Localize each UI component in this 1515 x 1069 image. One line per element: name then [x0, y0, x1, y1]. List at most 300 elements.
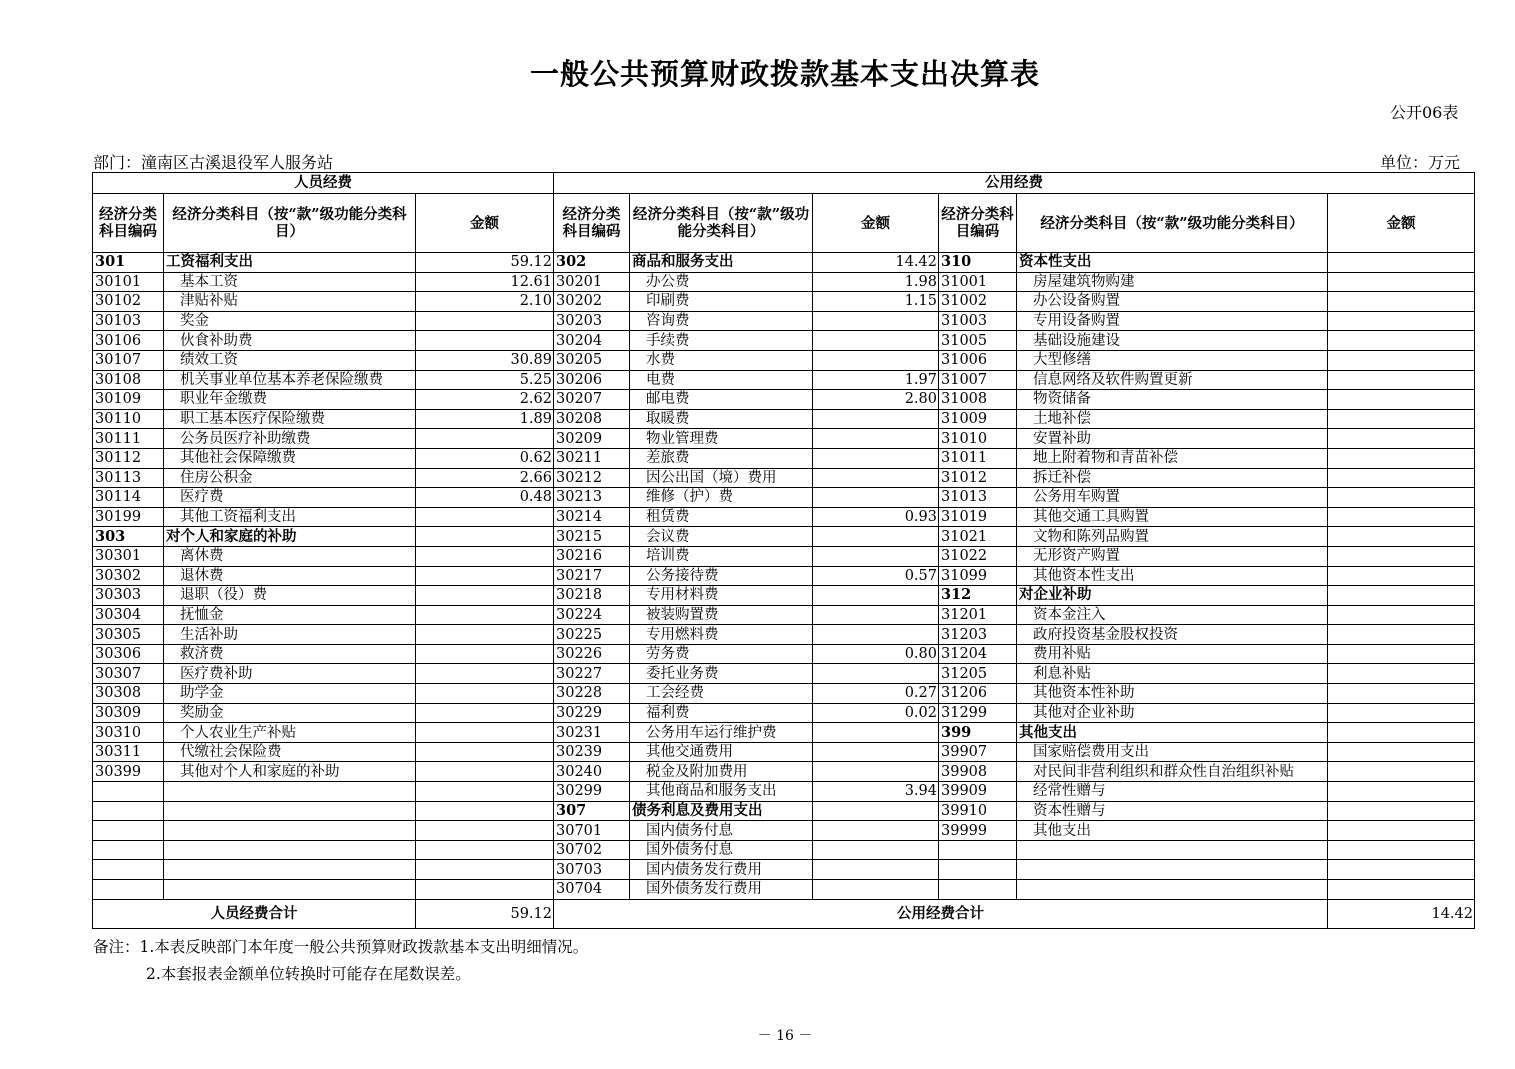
name-cell: 其他支出	[1017, 821, 1328, 841]
code-cell: 31008	[939, 390, 1017, 410]
code-cell	[93, 860, 164, 880]
name-cell: 邮电费	[630, 390, 813, 410]
table-row	[93, 742, 1475, 762]
code-cell: 30306	[93, 644, 164, 664]
name-cell: 拆迁补偿	[1017, 468, 1328, 488]
amount-cell	[416, 527, 554, 547]
amount-cell	[1328, 311, 1475, 331]
code-cell: 30303	[93, 586, 164, 606]
name-cell: 电费	[630, 370, 813, 390]
col-header-name: 经济分类科目（按“款”级功能分类科目）	[1017, 194, 1328, 253]
name-cell: 奖励金	[164, 703, 416, 723]
col-header-code: 经济分类科目编码	[554, 194, 630, 253]
name-cell: 其他支出	[1017, 723, 1328, 743]
code-cell: 30211	[554, 448, 630, 468]
amount-cell	[416, 331, 554, 351]
name-cell: 利息补贴	[1017, 664, 1328, 684]
amount-cell	[1328, 703, 1475, 723]
name-cell	[164, 880, 416, 900]
table-row	[93, 860, 1475, 880]
amount-cell: 14.42	[813, 253, 939, 273]
code-cell	[93, 840, 164, 860]
name-cell	[1017, 860, 1328, 880]
table-row	[93, 527, 1475, 547]
name-cell: 办公费	[630, 272, 813, 292]
name-cell: 其他对企业补助	[1017, 703, 1328, 723]
code-cell: 31006	[939, 350, 1017, 370]
name-cell: 办公设备购置	[1017, 292, 1328, 312]
code-cell: 31001	[939, 272, 1017, 292]
amount-cell	[416, 605, 554, 625]
name-cell: 商品和服务支出	[630, 253, 813, 273]
code-cell: 30702	[554, 840, 630, 860]
name-cell: 专用设备购置	[1017, 311, 1328, 331]
code-cell: 30207	[554, 390, 630, 410]
amount-cell	[813, 821, 939, 841]
amount-cell: 1.89	[416, 409, 554, 429]
code-cell: 30229	[554, 703, 630, 723]
name-cell: 职工基本医疗保险缴费	[164, 409, 416, 429]
amount-cell	[1328, 527, 1475, 547]
amount-cell	[1328, 664, 1475, 684]
department-label: 部门：潼南区古溪退役军人服务站	[93, 153, 334, 172]
name-cell: 国内债务付息	[630, 821, 813, 841]
table-row	[93, 586, 1475, 606]
name-cell: 公务用车运行维护费	[630, 723, 813, 743]
code-cell: 303	[93, 527, 164, 547]
amount-cell	[813, 840, 939, 860]
amount-cell: 30.89	[416, 350, 554, 370]
table-row	[93, 390, 1475, 410]
amount-cell: 1.15	[813, 292, 939, 312]
note-2: 2.本套报表金额单位转换时可能存在尾数误差。	[146, 965, 471, 983]
name-cell: 公务接待费	[630, 566, 813, 586]
amount-cell	[1328, 409, 1475, 429]
name-cell: 手续费	[630, 331, 813, 351]
code-cell: 30399	[93, 762, 164, 782]
name-cell: 伙食补助费	[164, 331, 416, 351]
col-header-code: 经济分类科目编码	[93, 194, 164, 253]
amount-cell: 2.10	[416, 292, 554, 312]
code-cell: 30102	[93, 292, 164, 312]
code-cell: 30111	[93, 429, 164, 449]
name-cell: 医疗费	[164, 488, 416, 508]
name-cell: 债务利息及费用支出	[630, 801, 813, 821]
code-cell: 30114	[93, 488, 164, 508]
personnel-total-label: 人员经费合计	[93, 899, 416, 928]
name-cell: 职业年金缴费	[164, 390, 416, 410]
amount-cell	[416, 664, 554, 684]
code-cell: 30239	[554, 742, 630, 762]
table-row	[93, 605, 1475, 625]
name-cell: 房屋建筑物购建	[1017, 272, 1328, 292]
table-row	[93, 429, 1475, 449]
code-cell: 39999	[939, 821, 1017, 841]
amount-cell	[813, 605, 939, 625]
group-header-public: 公用经费	[554, 173, 1475, 194]
col-header-name: 经济分类科目（按“款”级功能分类科目）	[630, 194, 813, 253]
name-cell: 资本性支出	[1017, 253, 1328, 273]
table-row	[93, 566, 1475, 586]
public-total-label: 公用经费合计	[554, 899, 1328, 928]
code-cell: 39908	[939, 762, 1017, 782]
code-cell	[93, 782, 164, 802]
name-cell	[164, 801, 416, 821]
name-cell: 专用燃料费	[630, 625, 813, 645]
name-cell: 因公出国（境）费用	[630, 468, 813, 488]
amount-cell: 12.61	[416, 272, 554, 292]
amount-cell	[813, 468, 939, 488]
amount-cell	[813, 860, 939, 880]
name-cell: 水费	[630, 350, 813, 370]
code-cell: 31003	[939, 311, 1017, 331]
table-row	[93, 311, 1475, 331]
name-cell: 福利费	[630, 703, 813, 723]
amount-cell	[416, 546, 554, 566]
amount-cell	[1328, 390, 1475, 410]
col-header-name: 经济分类科目（按“款”级功能分类科目）	[164, 194, 416, 253]
code-cell	[939, 880, 1017, 900]
code-cell: 31299	[939, 703, 1017, 723]
code-cell: 312	[939, 586, 1017, 606]
amount-cell	[1328, 331, 1475, 351]
name-cell: 地上附着物和青苗补偿	[1017, 448, 1328, 468]
code-cell: 30113	[93, 468, 164, 488]
table-row	[93, 253, 1475, 273]
name-cell: 租赁费	[630, 507, 813, 527]
code-cell: 307	[554, 801, 630, 821]
amount-cell	[1328, 350, 1475, 370]
name-cell: 资本金注入	[1017, 605, 1328, 625]
code-cell: 30109	[93, 390, 164, 410]
table-row	[93, 821, 1475, 841]
name-cell: 委托业务费	[630, 664, 813, 684]
amount-cell: 0.62	[416, 448, 554, 468]
amount-cell	[813, 586, 939, 606]
code-cell: 30310	[93, 723, 164, 743]
name-cell: 政府投资基金股权投资	[1017, 625, 1328, 645]
amount-cell	[416, 507, 554, 527]
name-cell: 医疗费补助	[164, 664, 416, 684]
amount-cell: 0.93	[813, 507, 939, 527]
personnel-total-value: 59.12	[416, 899, 554, 928]
code-cell: 30308	[93, 684, 164, 704]
unit-label: 单位：万元	[1380, 153, 1461, 172]
name-cell: 物业管理费	[630, 429, 813, 449]
code-cell: 30225	[554, 625, 630, 645]
amount-cell	[1328, 821, 1475, 841]
amount-cell: 2.66	[416, 468, 554, 488]
amount-cell	[813, 448, 939, 468]
table-row	[93, 684, 1475, 704]
code-cell: 30106	[93, 331, 164, 351]
code-cell	[93, 821, 164, 841]
name-cell: 个人农业生产补贴	[164, 723, 416, 743]
amount-cell	[1328, 468, 1475, 488]
name-cell: 其他资本性补助	[1017, 684, 1328, 704]
amount-cell	[416, 644, 554, 664]
code-cell: 30206	[554, 370, 630, 390]
name-cell: 抚恤金	[164, 605, 416, 625]
amount-cell	[416, 821, 554, 841]
name-cell	[1017, 880, 1328, 900]
amount-cell	[813, 664, 939, 684]
amount-cell	[813, 429, 939, 449]
name-cell	[164, 821, 416, 841]
name-cell	[1017, 840, 1328, 860]
name-cell: 离休费	[164, 546, 416, 566]
amount-cell	[1328, 742, 1475, 762]
name-cell: 国外债务付息	[630, 840, 813, 860]
code-cell: 31099	[939, 566, 1017, 586]
name-cell: 经常性赠与	[1017, 782, 1328, 802]
code-cell: 30213	[554, 488, 630, 508]
amount-cell	[1328, 566, 1475, 586]
col-header-amount: 金额	[813, 194, 939, 253]
name-cell: 其他对个人和家庭的补助	[164, 762, 416, 782]
amount-cell	[813, 625, 939, 645]
code-cell: 30112	[93, 448, 164, 468]
name-cell: 劳务费	[630, 644, 813, 664]
name-cell: 国家赔偿费用支出	[1017, 742, 1328, 762]
amount-cell	[1328, 253, 1475, 273]
name-cell: 专用材料费	[630, 586, 813, 606]
amount-cell	[416, 860, 554, 880]
amount-cell	[1328, 625, 1475, 645]
name-cell: 差旅费	[630, 448, 813, 468]
name-cell: 物资储备	[1017, 390, 1328, 410]
amount-cell	[416, 566, 554, 586]
table-row	[93, 272, 1475, 292]
amount-cell	[813, 762, 939, 782]
name-cell: 退休费	[164, 566, 416, 586]
code-cell: 30103	[93, 311, 164, 331]
code-cell: 30301	[93, 546, 164, 566]
name-cell: 公务用车购置	[1017, 488, 1328, 508]
amount-cell	[813, 488, 939, 508]
name-cell: 信息网络及软件购置更新	[1017, 370, 1328, 390]
name-cell: 其他商品和服务支出	[630, 782, 813, 802]
code-cell: 31204	[939, 644, 1017, 664]
col-header-amount: 金额	[416, 194, 554, 253]
page-number: － 16 －	[757, 1028, 813, 1044]
name-cell: 税金及附加费用	[630, 762, 813, 782]
amount-cell: 2.80	[813, 390, 939, 410]
code-cell: 30201	[554, 272, 630, 292]
amount-cell: 1.97	[813, 370, 939, 390]
code-cell	[939, 860, 1017, 880]
name-cell: 代缴社会保险费	[164, 742, 416, 762]
code-cell: 30203	[554, 311, 630, 331]
amount-cell	[813, 409, 939, 429]
code-cell: 31013	[939, 488, 1017, 508]
code-cell: 30299	[554, 782, 630, 802]
table-row	[93, 644, 1475, 664]
name-cell: 助学金	[164, 684, 416, 704]
name-cell: 印刷费	[630, 292, 813, 312]
amount-cell: 0.80	[813, 644, 939, 664]
code-cell: 30311	[93, 742, 164, 762]
name-cell: 机关事业单位基本养老保险缴费	[164, 370, 416, 390]
code-cell: 30703	[554, 860, 630, 880]
code-cell: 30205	[554, 350, 630, 370]
name-cell: 对企业补助	[1017, 586, 1328, 606]
code-cell: 30704	[554, 880, 630, 900]
name-cell: 国外债务发行费用	[630, 880, 813, 900]
code-cell: 39909	[939, 782, 1017, 802]
amount-cell: 1.98	[813, 272, 939, 292]
table-row	[93, 507, 1475, 527]
name-cell: 其他资本性支出	[1017, 566, 1328, 586]
amount-cell	[416, 586, 554, 606]
table-row	[93, 880, 1475, 900]
code-cell: 31005	[939, 331, 1017, 351]
amount-cell	[416, 782, 554, 802]
amount-cell	[1328, 605, 1475, 625]
code-cell: 30226	[554, 644, 630, 664]
name-cell: 其他工资福利支出	[164, 507, 416, 527]
code-cell: 30304	[93, 605, 164, 625]
code-cell: 31205	[939, 664, 1017, 684]
name-cell: 基础设施建设	[1017, 331, 1328, 351]
note-1: 备注：1.本表反映部门本年度一般公共预算财政拨款基本支出明细情况。	[93, 938, 589, 956]
code-cell: 31021	[939, 527, 1017, 547]
name-cell: 对民间非营利组织和群众性自治组织补贴	[1017, 762, 1328, 782]
name-cell: 奖金	[164, 311, 416, 331]
table-row	[93, 468, 1475, 488]
amount-cell	[416, 723, 554, 743]
table-row	[93, 723, 1475, 743]
name-cell: 无形资产购置	[1017, 546, 1328, 566]
code-cell: 302	[554, 253, 630, 273]
code-cell: 30215	[554, 527, 630, 547]
form-number: 公开06表	[1390, 103, 1459, 122]
table-row	[93, 350, 1475, 370]
amount-cell	[416, 625, 554, 645]
name-cell	[164, 840, 416, 860]
code-cell	[93, 880, 164, 900]
amount-cell	[1328, 880, 1475, 900]
code-cell: 31009	[939, 409, 1017, 429]
name-cell: 对个人和家庭的补助	[164, 527, 416, 547]
code-cell: 30217	[554, 566, 630, 586]
amount-cell	[416, 311, 554, 331]
amount-cell	[416, 840, 554, 860]
amount-cell	[1328, 429, 1475, 449]
code-cell: 30224	[554, 605, 630, 625]
code-cell: 31022	[939, 546, 1017, 566]
table-row	[93, 782, 1475, 802]
amount-cell	[1328, 546, 1475, 566]
table-row	[93, 801, 1475, 821]
code-cell: 31206	[939, 684, 1017, 704]
name-cell: 住房公积金	[164, 468, 416, 488]
amount-cell: 0.48	[416, 488, 554, 508]
code-cell: 30214	[554, 507, 630, 527]
code-cell: 30307	[93, 664, 164, 684]
code-cell: 31203	[939, 625, 1017, 645]
code-cell	[939, 840, 1017, 860]
name-cell: 基本工资	[164, 272, 416, 292]
name-cell: 其他交通费用	[630, 742, 813, 762]
table-row	[93, 703, 1475, 723]
amount-cell	[416, 762, 554, 782]
code-cell: 399	[939, 723, 1017, 743]
name-cell: 退职（役）费	[164, 586, 416, 606]
amount-cell	[813, 331, 939, 351]
code-cell: 30228	[554, 684, 630, 704]
notes	[93, 934, 588, 988]
amount-cell	[1328, 644, 1475, 664]
table-row	[93, 448, 1475, 468]
amount-cell	[1328, 488, 1475, 508]
amount-cell	[813, 350, 939, 370]
name-cell: 维修（护）费	[630, 488, 813, 508]
name-cell: 土地补偿	[1017, 409, 1328, 429]
table-row	[93, 762, 1475, 782]
amount-cell	[1328, 586, 1475, 606]
code-cell: 30701	[554, 821, 630, 841]
amount-cell	[1328, 762, 1475, 782]
name-cell: 其他社会保障缴费	[164, 448, 416, 468]
code-cell: 30309	[93, 703, 164, 723]
code-cell: 30218	[554, 586, 630, 606]
amount-cell	[1328, 801, 1475, 821]
name-cell: 安置补助	[1017, 429, 1328, 449]
amount-cell	[416, 880, 554, 900]
table-row	[93, 664, 1475, 684]
code-cell: 31007	[939, 370, 1017, 390]
name-cell: 生活补助	[164, 625, 416, 645]
code-cell: 30227	[554, 664, 630, 684]
name-cell	[164, 860, 416, 880]
amount-cell: 0.27	[813, 684, 939, 704]
code-cell: 31012	[939, 468, 1017, 488]
amount-cell	[1328, 782, 1475, 802]
code-cell: 30212	[554, 468, 630, 488]
code-cell: 30216	[554, 546, 630, 566]
table-row	[93, 840, 1475, 860]
amount-cell	[1328, 860, 1475, 880]
page-title: 一般公共预算财政拨款基本支出决算表	[529, 57, 1040, 91]
amount-cell	[813, 742, 939, 762]
code-cell: 30199	[93, 507, 164, 527]
amount-cell	[416, 742, 554, 762]
amount-cell	[813, 880, 939, 900]
amount-cell	[813, 527, 939, 547]
amount-cell	[1328, 272, 1475, 292]
code-cell: 30240	[554, 762, 630, 782]
code-cell: 30208	[554, 409, 630, 429]
code-cell: 301	[93, 253, 164, 273]
name-cell: 培训费	[630, 546, 813, 566]
code-cell: 30108	[93, 370, 164, 390]
expenditure-table	[92, 172, 1475, 929]
code-cell: 31019	[939, 507, 1017, 527]
amount-cell	[1328, 448, 1475, 468]
amount-cell	[416, 703, 554, 723]
name-cell: 工资福利支出	[164, 253, 416, 273]
code-cell: 30202	[554, 292, 630, 312]
name-cell: 资本性赠与	[1017, 801, 1328, 821]
amount-cell	[1328, 723, 1475, 743]
name-cell: 绩效工资	[164, 350, 416, 370]
code-cell: 30209	[554, 429, 630, 449]
amount-cell	[1328, 507, 1475, 527]
name-cell: 救济费	[164, 644, 416, 664]
amount-cell: 3.94	[813, 782, 939, 802]
table-row	[93, 546, 1475, 566]
